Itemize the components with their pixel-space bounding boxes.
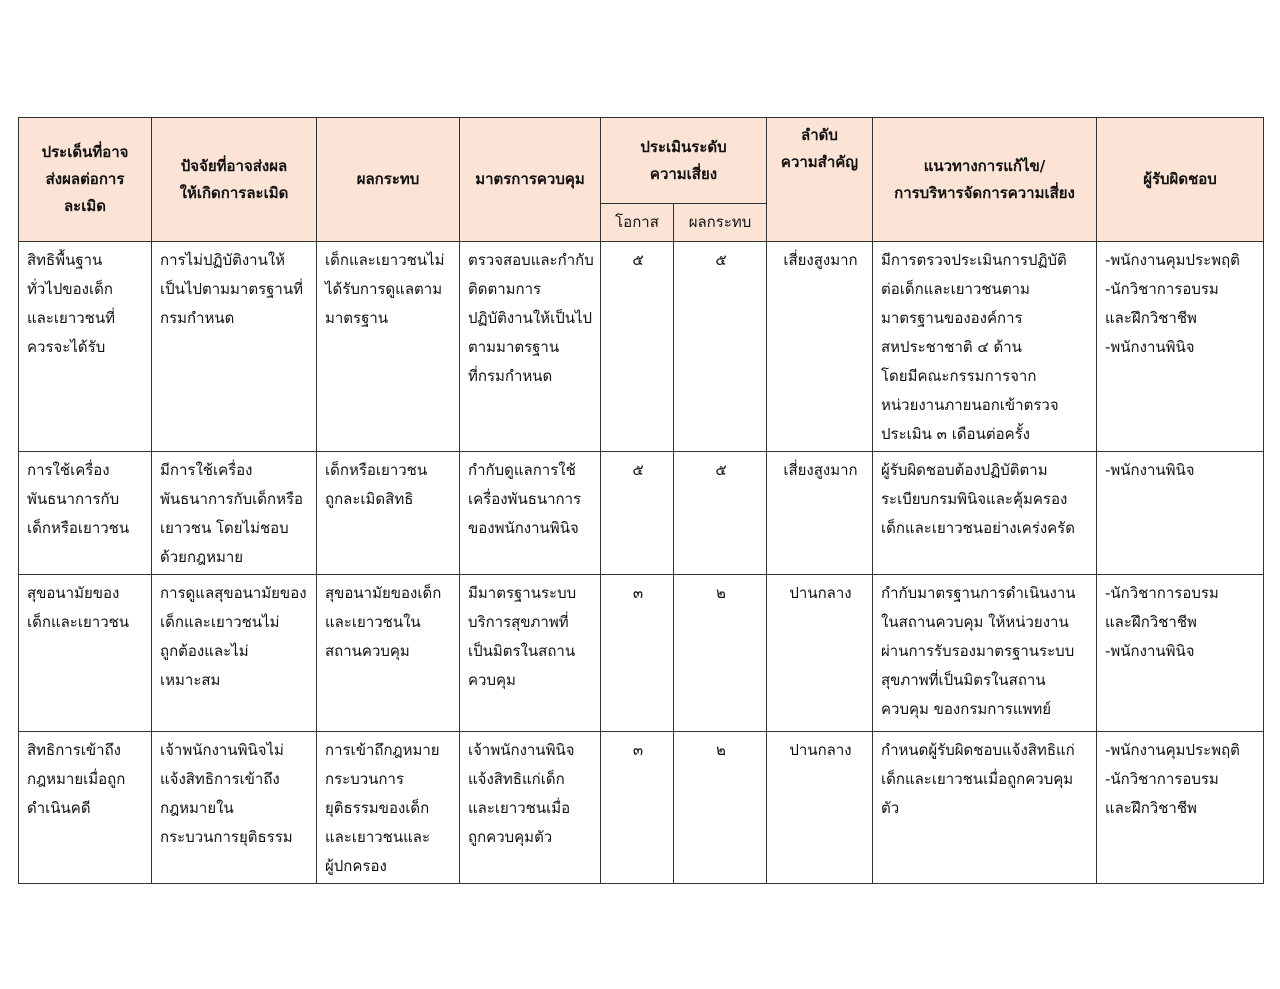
- cell-issue: สุขอนามัยของ เด็กและเยาวชน: [19, 575, 152, 732]
- cell-control: กำกับดูแลการใช้ เครื่องพันธนาการ ของพนักงานพินิจ: [460, 452, 601, 575]
- table-row: [19, 452, 1264, 575]
- cell-severity: ๒: [674, 575, 767, 732]
- cell-likelihood: ๓: [601, 732, 674, 884]
- risk-assessment-table: [18, 117, 1264, 884]
- table-row: [19, 732, 1264, 884]
- cell-solution: กำกับมาตรฐานการดำเนินงาน ในสถานควบคุม ให้หน่วยงาน ผ่านการรับรองมาตรฐานระบบ สุขภาพที่เป็นมิตรในสถาน ควบคุม ของกรมการแพทย์: [873, 575, 1097, 732]
- cell-owner: -พนักงานคุมประพฤติ -นักวิชาการอบรม และฝึกวิชาชีพ: [1097, 732, 1264, 884]
- cell-likelihood: ๕: [601, 242, 674, 452]
- table-row: [19, 242, 1264, 452]
- cell-control: เจ้าพนักงานพินิจ แจ้งสิทธิแก่เด็ก และเยาวชนเมื่อ ถูกควบคุมตัว: [460, 732, 601, 884]
- cell-severity: ๕: [674, 452, 767, 575]
- cell-priority: เสี่ยงสูงมาก: [767, 452, 873, 575]
- cell-owner: -พนักงานคุมประพฤติ -นักวิชาการอบรม และฝึกวิชาชีพ -พนักงานพินิจ: [1097, 242, 1264, 452]
- cell-factor: เจ้าพนักงานพินิจไม่ แจ้งสิทธิการเข้าถึง กฎหมายใน กระบวนการยุติธรรม: [152, 732, 317, 884]
- cell-factor: การดูแลสุขอนามัยของ เด็กและเยาวชนไม่ ถูกต้องและไม่ เหมาะสม: [152, 575, 317, 732]
- cell-severity: ๕: [674, 242, 767, 452]
- cell-priority: ปานกลาง: [767, 575, 873, 732]
- cell-priority: เสี่ยงสูงมาก: [767, 242, 873, 452]
- header-likelihood: โอกาส: [601, 204, 674, 242]
- cell-likelihood: ๓: [601, 575, 674, 732]
- cell-impact: เด็กหรือเยาวชน ถูกละเมิดสิทธิ: [317, 452, 460, 575]
- cell-impact: เด็กและเยาวชนไม่ ได้รับการดูแลตาม มาตรฐาน: [317, 242, 460, 452]
- cell-factor: มีการใช้เครื่อง พันธนาการกับเด็กหรือ เยาวชน โดยไม่ชอบ ด้วยกฎหมาย: [152, 452, 317, 575]
- table-row: [19, 575, 1264, 732]
- cell-control: มีมาตรฐานระบบ บริการสุขภาพที่ เป็นมิตรในสถาน ควบคุม: [460, 575, 601, 732]
- cell-owner: -นักวิชาการอบรม และฝึกวิชาชีพ -พนักงานพินิจ: [1097, 575, 1264, 732]
- header-factor: ปัจจัยที่อาจส่งผล ให้เกิดการละเมิด: [152, 118, 317, 242]
- cell-solution: กำหนดผู้รับผิดชอบแจ้งสิทธิแก่ เด็กและเยาวชนเมื่อถูกควบคุม ตัว: [873, 732, 1097, 884]
- header-issue: ประเด็นที่อาจ ส่งผลต่อการ ละเมิด: [19, 118, 152, 242]
- cell-impact: การเข้าถึกฎหมาย กระบวนการ ยุติธรรมของเด็ก และเยาวชนและ ผู้ปกครอง: [317, 732, 460, 884]
- header-severity: ผลกระทบ: [674, 204, 767, 242]
- cell-factor: การไม่ปฏิบัติงานให้ เป็นไปตามมาตรฐานที่ กรมกำหนด: [152, 242, 317, 452]
- cell-solution: มีการตรวจประเมินการปฏิบัติ ต่อเด็กและเยาวชนตาม มาตรฐานขององค์การ สหประชาชาติ ๔ ด้าน โดยมีคณะกรรมการจาก หน่วยงานภายนอกเข้าตรวจ ประเมิน ๓ เดือนต่อครั้ง: [873, 242, 1097, 452]
- header-solution: แนวทางการแก้ไข/ การบริหารจัดการความเสี่ยง: [873, 118, 1097, 242]
- cell-priority: ปานกลาง: [767, 732, 873, 884]
- cell-owner: -พนักงานพินิจ: [1097, 452, 1264, 575]
- cell-impact: สุขอนามัยของเด็ก และเยาวชนใน สถานควบคุม: [317, 575, 460, 732]
- cell-issue: การใช้เครื่อง พันธนาการกับ เด็กหรือเยาวชน: [19, 452, 152, 575]
- cell-issue: สิทธิการเข้าถึง กฎหมายเมื่อถูก ดำเนินคดี: [19, 732, 152, 884]
- header-control: มาตรการควบคุม: [460, 118, 601, 242]
- header-owner: ผู้รับผิดชอบ: [1097, 118, 1264, 242]
- header-impact: ผลกระทบ: [317, 118, 460, 242]
- header-risk-assessment: ประเมินระดับ ความเสี่ยง: [601, 118, 767, 204]
- cell-control: ตรวจสอบและกำกับ ติดตามการ ปฏิบัติงานให้เป็นไป ตามมาตรฐาน ที่กรมกำหนด: [460, 242, 601, 452]
- cell-likelihood: ๕: [601, 452, 674, 575]
- cell-issue: สิทธิพื้นฐาน ทั่วไปของเด็ก และเยาวชนที่ ควรจะได้รับ: [19, 242, 152, 452]
- cell-solution: ผู้รับผิดชอบต้องปฏิบัติตาม ระเบียบกรมพินิจและคุ้มครอง เด็กและเยาวชนอย่างเคร่งครัด: [873, 452, 1097, 575]
- cell-severity: ๒: [674, 732, 767, 884]
- header-priority: ลำดับ ความสำคัญ: [767, 118, 873, 242]
